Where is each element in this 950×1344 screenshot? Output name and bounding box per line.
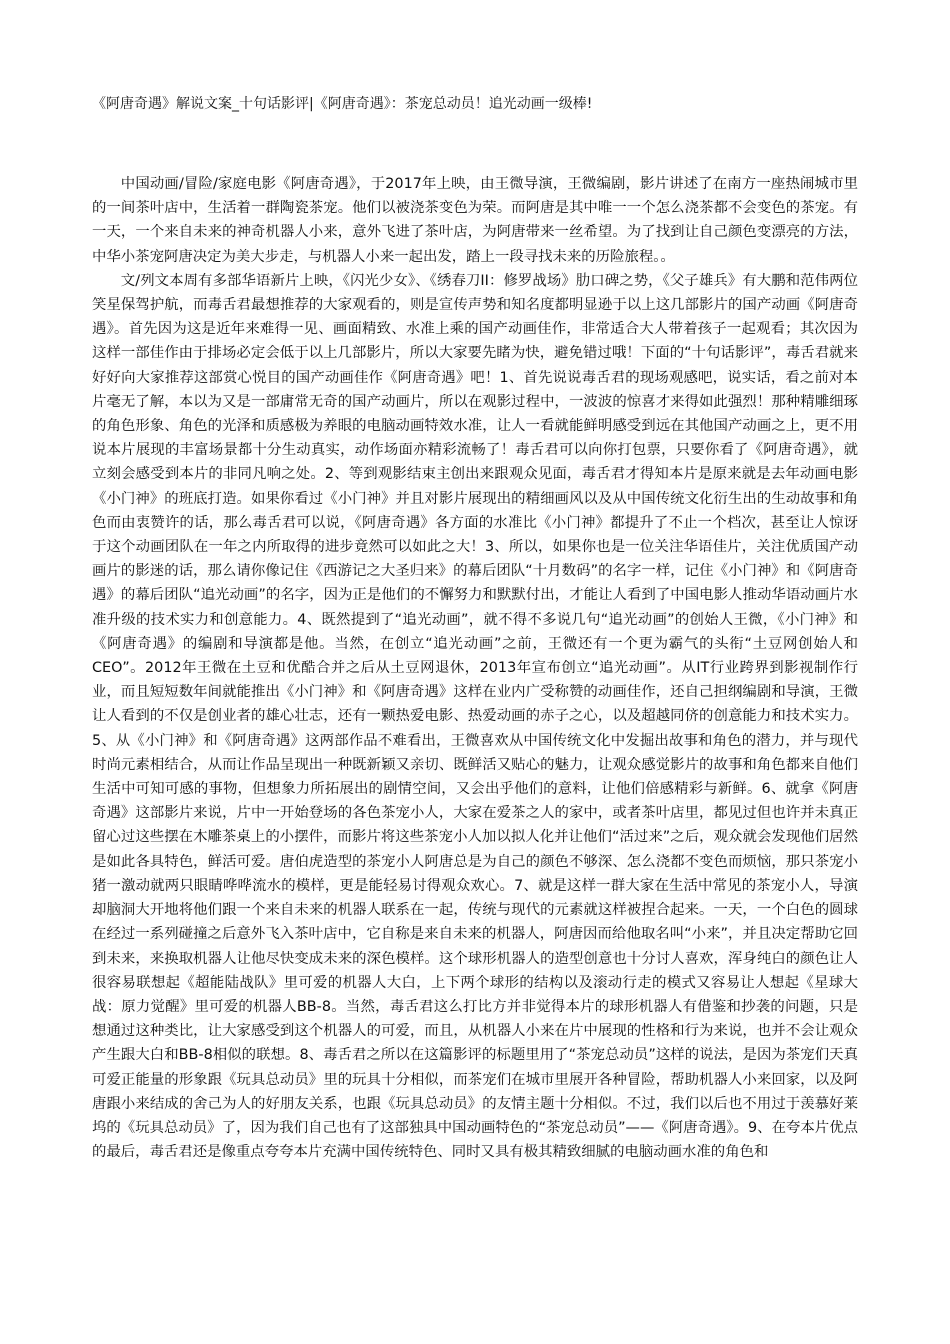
paragraph-review: 文/列文本周有多部华语新片上映，《闪光少女》、《绣春刀II：修罗战场》肋口碑之势，《父子雄兵》有大鹏和范伟两位笑星保驾护航，而毒舌君最想推荐的大家观看的，则是宣传声势和知名度都明显逊于以上这几部影片的国产动画《阿唐奇遇》。首先因为这是近年来难得一见、画面精致、水准上乘的国产动画佳作，非常适合大人带着孩子一起观看；其次因为这样一部佳作由于排场必定会低于以上几部影片，所以大家要先睹为快，避免错过哦！下面的“十句话影评”，毒舌君就来好好向大家推荐这部赏心悦目的国产动画佳作《阿唐奇遇》吧！1、首先说说毒舌君的现场观感吧，说实话，看之前对本片毫无了解，本以为又是一部庸常无奇的国产动画片，所以在观影过程中，一波波的惊喜才来得如此强烈！那种精雕细琢的角色形象、角色的光泽和质感极为养眼的电脑动画特效水准，让人一看就能鲜明感受到远在其他国产动画之上，更不用说本片展现的丰富场景都十分生动真实，动作场面亦精彩流畅了！毒舌君可以向你打包票，只要你看了《阿唐奇遇》，就立刻会感受到本片的非同凡响之处。2、等到观影结束主创出来跟观众见面，毒舌君才得知本片是原来就是去年动画电影《小门神》的班底打造。如果你看过《小门神》并且对影片展现出的精细画风以及从中国传统文化衍生出的生动故事和角色而由衷赞许的话，那么毒舌君可以说，《阿唐奇遇》各方面的水准比《小门神》都提升了不止一个档次，甚至让人惊讶于这个动画团队在一年之内所取得的进步竟然可以如此之大！3、所以，如果你也是一位关注华语佳片，关注优质国产动画片的影迷的话，那么请你像记住《西游记之大圣归来》的幕后团队“十月数码”的名字一样，记住《小门神》和《阿唐奇遇》的幕后团队“追光动画”的名字，因为正是他们的不懈努力和默默付出，才能让人看到了中国电影人推动华语动画片水准升级的技术实力和创意能力。4、既然提到了“追光动画”，就不得不多说几句“追光动画”的创始人王微，《小门神》和《阿唐奇遇》的编剧和导演都是他。当然，在创立“追光动画”之前，王微还有一个更为霸气的头衔“土豆网创始人和CEO”。2012年王微在土豆和优酷合并之后从土豆网退休，2013年宣布创立“追光动画”。从IT行业跨界到影视制作行业，而且短短数年间就能推出《小门神》和《阿唐奇遇》这样在业内广受称赞的动画佳作，还自己担纲编剧和导演，王微让人看到的不仅是创业者的雄心壮志，还有一颗热爱电影、热爱动画的赤子之心，以及超越同侪的创意能力和技术实力。5、从《小门神》和《阿唐奇遇》这两部作品不难看出，王微喜欢从中国传统文化中发掘出故事和角色的潜力，并与现代时尚元素相结合，从而让作品呈现出一种既新颖又亲切、既鲜活又贴心的魅力，让观众感觉影片的故事和角色都来自他们生活中可知可感的事物，但想象力所拓展出的剧情空间，又会出乎他们的意料，让他们倍感精彩与新鲜。6、就拿《阿唐奇遇》这部影片来说，片中一开始登场的各色茶宠小人，大家在爱茶之人的家中，或者茶叶店里，都见过但也许并未真正留心过这些摆在木雕茶桌上的小摆件，而影片将这些茶宠小人加以拟人化并让他们“活过来”之后，观众就会发现他们居然是如此各具特色，鲜活可爱。唐伯虎造型的茶宠小人阿唐总是为自己的颜色不够深、怎么浇都不变色而烦恼，那只茶宠小猪一激动就两只眼睛哗哗流水的模样，更是能轻易讨得观众欢心。7、就是这样一群大家在生活中常见的茶宠小人，导演却脑洞大开地将他们跟一个来自未来的机器人联系在一起，传统与现代的元素就这样被捏合起来。一天，一个白色的圆球在经过一系列碰撞之后意外飞入茶叶店中，它自称是来自未来的机器人，阿唐因而给他取名叫“小来”，并且决定帮助它回到未来，来换取机器人让他尽快变成未来的深色模样。这个球形机器人的造型创意也十分讨人喜欢，浑身纯白的颜色让人很容易联想起《超能陆战队》里可爱的机器人大白，上下两个球形的结构以及滚动行走的模式又容易让人想起《星球大战：原力觉醒》里可爱的机器人BB-8。当然，毒舌君这么打比方并非觉得本片的球形机器人有借鉴和抄袭的问题，只是想通过这种类比，让大家感受到这个机器人的可爱，而且，从机器人小来在片中展现的性格和行为来说，也并不会让观众产生跟大白和BB-8相似的联想。8、毒舌君之所以在这篇影评的标题里用了“茶宠总动员”这样的说法，是因为茶宠们天真可爱正能量的形象跟《玩具总动员》里的玩具十分相似，而茶宠们在城市里展开各种冒险，帮助机器人小来回家，以及阿唐跟小来结成的舍己为人的好朋友关系，也跟《玩具总动员》的友情主题十分相似。不过，我们以后也不用过于羡慕好莱坞的《玩具总动员》了，因为我们自己也有了这部独具中国动画特色的“茶宠总动员”——《阿唐奇遇》。9、在夸本片优点的最后，毒舌君还是像重点夸夸本片充满中国传统特色、同时又具有极其精致细腻的电脑动画水准的角色和 [92, 272, 858, 1161]
document-body [92, 172, 858, 1164]
document-title: 《阿唐奇遇》解说文案_十句话影评|《阿唐奇遇》：茶宠总动员！追光动画一级棒! [92, 96, 593, 112]
paragraph-intro: 中国动画/冒险/家庭电影《阿唐奇遇》，于2017年上映，由王微导演，王微编剧，影片讲述了在南方一座热闹城市里的一间茶叶店中，生活着一群陶瓷茶宠。他们以被浇茶变色为荣。而阿唐是其中唯一一个怎么浇茶都不会变色的茶宠。有一天，一个来自未来的神奇机器人小来，意外飞进了茶叶店，为阿唐带来一丝希望。为了找到让自己颜色变漂亮的方法，中华小茶宠阿唐决定为美大步走，与机器人小来一起出发，踏上一段寻找未来的历险旅程。。 [92, 176, 858, 265]
